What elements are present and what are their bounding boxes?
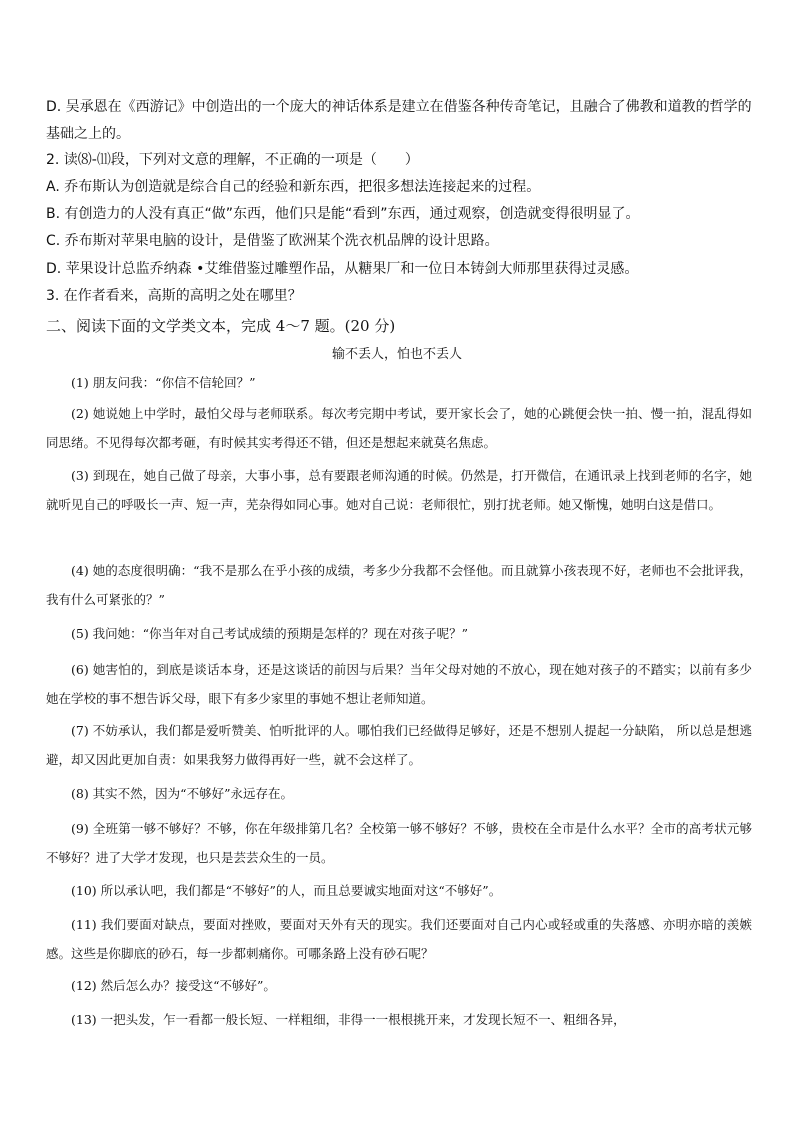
article-paragraph-5: (5) 我问她：“你当年对自己考试成绩的预期是怎样的？现在对孩子呢？” — [71, 626, 468, 641]
article-paragraph-8: (8) 其实不然，因为“不够好”永远存在。 — [71, 786, 293, 801]
article-paragraph-10: (10) 所以承认吧，我们都是“不够好”的人，而且总要诚实地面对这“不够好”。 — [71, 883, 502, 898]
q2-option-d: D. 苹果设计总监乔纳森 •艾维借鉴过雕塑作品，从糖果厂和一位日本铸剑大师那里获得过灵感。 — [46, 261, 639, 277]
article-paragraph-3: (3) 到现在，她自己做了母亲，大事小事，总有要跟老师沟通的时候。仍然是，打开微信，在通讯录上找到老师的名字，她就听见自己的呼吸长一声、短一声，芜杂得如同心事。她对自己说：老师很忙，别打扰老师。她又惭愧，她明白这是借口。 — [46, 468, 752, 512]
article-paragraph-2: (2) 她说她上中学时，最怕父母与老师联系。每次考完期中考试，要开家长会了，她的心跳便会快一拍、慢一拍，混乱得如同思绪。不见得每次都考砸，有时候其实考得还不错，但还是想起来就莫名焦虑。 — [46, 406, 752, 450]
q2-option-a: A. 乔布斯认为创造就是综合自己的经验和新东西，把很多想法连接起来的过程。 — [46, 179, 541, 195]
article-paragraph-7: (7) 不妨承认，我们都是爱听赞美、怕听批评的人。哪怕我们已经做得足够好，还是不想别人提起一分缺陷， 所以总是想逃避，却又因此更加自责：如果我努力做得再好一些，就不会这样了。 — [46, 723, 752, 767]
q2-option-c: C. 乔布斯对苹果电脑的设计，是借鉴了欧洲某个洗衣机品牌的设计思路。 — [46, 233, 499, 249]
article-title: 输不丢人，怕也不丢人 — [331, 347, 462, 362]
article-paragraph-6: (6) 她害怕的，到底是谈话本身，还是这谈话的前因与后果？当年父母对她的不放心，现在她对孩子的不踏实；以前有多少她在学校的事不想告诉父母，眼下有多少家里的事她不想让老师知道。 — [46, 662, 752, 706]
q2-stem: 2. 读⑻-⑾段，下列对文意的理解，不正确的一项是（ ） — [46, 152, 419, 168]
article-paragraph-4: (4) 她的态度很明确：“我不是那么在乎小孩的成绩，考多少分我都不会怪他。而且就算小孩表现不好，老师也不会批评我，我有什么可紧张的？” — [46, 563, 752, 607]
section-heading: 二、阅读下面的文学类文本，完成 4～7 题。(20 分) — [46, 317, 396, 335]
article-paragraph-11: (11) 我们要面对缺点，要面对挫败，要面对天外有天的现实。我们还要面对自己内心或轻或重的失落感、亦明亦暗的羡嫉感。这些是你脚底的砂石，每一步都刺痛你。可哪条路上没有砂石呢？ — [46, 917, 752, 961]
article-paragraph-1: (1) 朋友问我：“你信不信轮回？” — [71, 375, 256, 390]
article-paragraph-13: (13) 一把头发，乍一看都一般长短、一样粗细，非得一一根根挑开来，才发现长短不一、粗细各异， — [71, 1012, 626, 1027]
q2-option-b: B. 有创造力的人没有真正“做”东西，他们只是能“看到”东西，通过观察，创造就变得很明显了。 — [46, 206, 640, 222]
q1-option-d: D. 吴承恩在《西游记》中创造出的一个庞大的神话体系是建立在借鉴各种传奇笔记，且融合了佛教和道教的哲学的基础之上的。 — [46, 99, 752, 142]
q3-stem: 3. 在作者看来，高斯的高明之处在哪里？ — [46, 288, 302, 304]
article-paragraph-9: (9) 全班第一够不够好？不够，你在年级排第几名？全校第一够不够好？不够，贵校在全市是什么水平？全市的高考状元够不够好？进了大学才发现，也只是芸芸众生的一员。 — [46, 821, 752, 865]
article-paragraph-12: (12) 然后怎么办？接受这“不够好”。 — [71, 978, 276, 993]
